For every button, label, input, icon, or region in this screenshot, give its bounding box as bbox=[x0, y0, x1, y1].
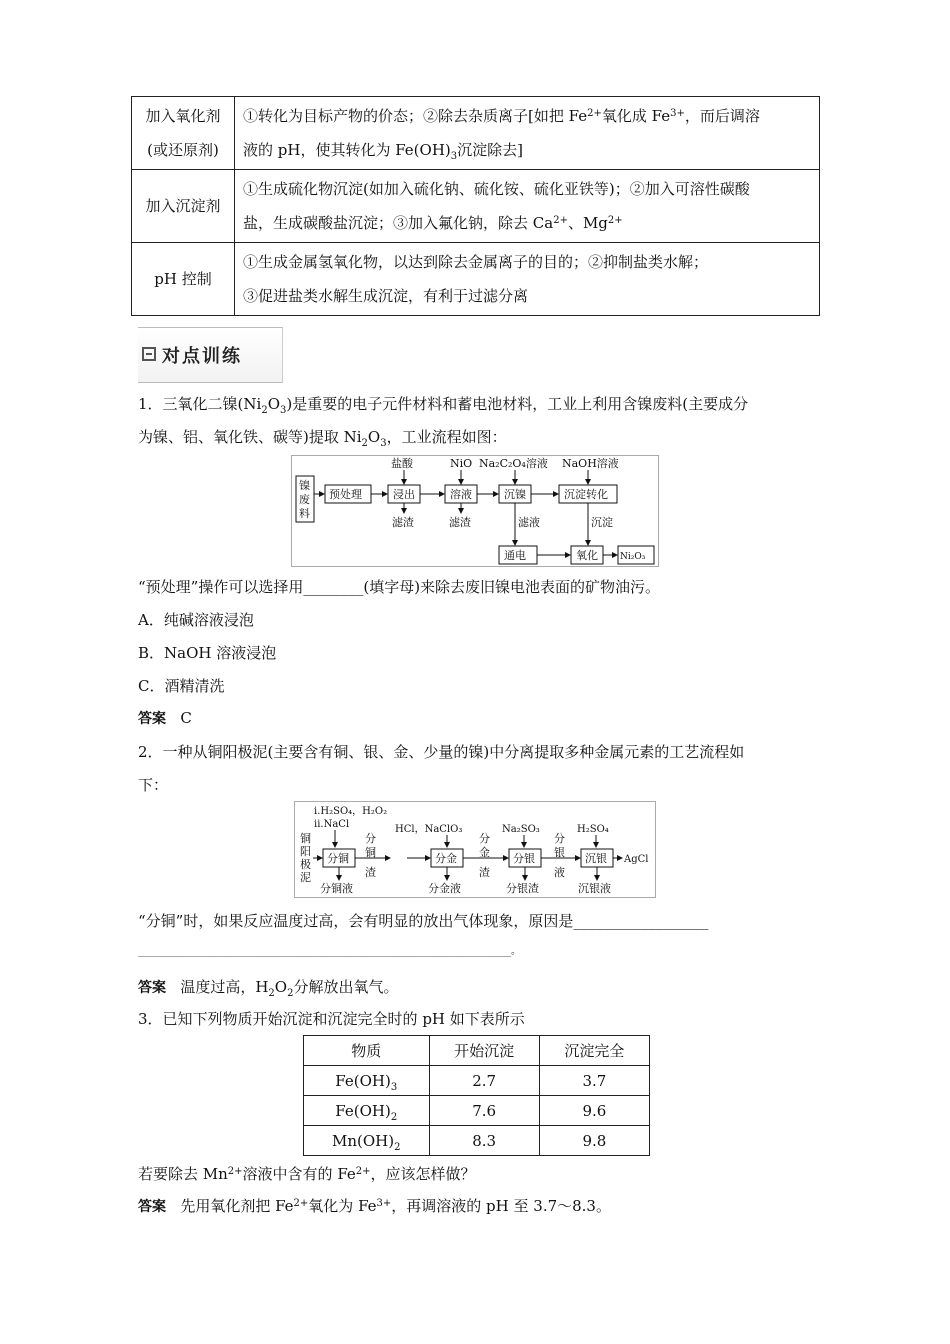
flow-mid: 液 bbox=[554, 866, 565, 879]
flow-mid: 分 bbox=[554, 832, 565, 845]
flow-input: Na₂C₂O₄溶液 bbox=[479, 457, 548, 470]
q1-option-c: C．酒精清洗 bbox=[138, 677, 225, 695]
q1-question: “预处理”操作可以选择用________(填字母)来除去废旧镍电池表面的矿物油污。 bbox=[138, 578, 661, 596]
flow-source-char: 阳 bbox=[300, 845, 311, 858]
table-row bbox=[132, 170, 820, 243]
table-row bbox=[132, 243, 820, 316]
q1-stem-line2: 为镍、铝、氧化铁、碳等)提取 $Ni_2O_3$，工业流程如图： bbox=[138, 428, 507, 449]
q2-answer-blank: __________________________________________________________________________________。 bbox=[138, 946, 521, 957]
q2-stem-line2: 下： bbox=[138, 776, 169, 794]
flow-mid: 渣 bbox=[365, 866, 376, 879]
flow-input: HCl，NaClO₃ bbox=[395, 824, 463, 835]
flow-box-pretreat: 预处理 bbox=[329, 488, 362, 501]
flow-mid: 分 bbox=[365, 832, 376, 845]
row-label: 加入沉淀剂 bbox=[132, 170, 235, 243]
flow-box-oxidize: 氧化 bbox=[576, 549, 598, 562]
flow-mid: 分 bbox=[479, 832, 490, 845]
q1-answer: 答案 C bbox=[138, 709, 192, 727]
process-methods-table bbox=[131, 96, 820, 316]
q3-question: 若要除去 $Mn^{2+}$溶液中含有的 $Fe^{2+}$，应该怎样做？ bbox=[138, 1165, 476, 1183]
table-row: $Fe(OH)_3$ 2.7 3.7 bbox=[304, 1066, 650, 1096]
flow-input: NaOH溶液 bbox=[562, 457, 619, 470]
q2-stem: 2．一种从铜阳极泥(主要含有铜、银、金、少量的镍)中分离提取多种金属元素的工艺流程如 bbox=[138, 743, 745, 761]
flow-input: H₂SO₄ bbox=[577, 824, 609, 835]
flow-output: 分铜液 bbox=[320, 882, 353, 895]
flow-reagent: i.H₂SO₄，H₂O₂ bbox=[314, 806, 388, 817]
q3-stem: 3．已知下列物质开始沉淀和沉淀完全时的 pH 如下表所示 bbox=[138, 1010, 525, 1028]
flow-source-char: 泥 bbox=[300, 871, 311, 884]
column-header: 开始沉淀 bbox=[429, 1036, 539, 1066]
table-row bbox=[132, 97, 820, 170]
row-content: ①生成硫化物沉淀(如加入硫化钠、硫化铵、硫化亚铁等)；②加入可溶性碳酸 盐，生成碳酸盐沉淀；③加入氟化钠，除去 $Ca^{2+}$、$Mg^{2+}$ bbox=[235, 170, 820, 243]
flow-output: 沉银液 bbox=[578, 882, 611, 895]
flow-source-char: 极 bbox=[300, 858, 311, 871]
q2-answer: 答案 温度过高，$H_2O_2$分解放出氧气。 bbox=[138, 978, 399, 999]
row-label: 加入氧化剂 (或还原剂) bbox=[132, 97, 235, 170]
flow-box: 分金 bbox=[435, 852, 457, 865]
flow-output: 分金液 bbox=[428, 882, 461, 895]
flow-output: 滤液 bbox=[518, 516, 540, 529]
flow-box-leach: 浸出 bbox=[393, 488, 415, 501]
q3-answer: 答案 先用氧化剂把 $Fe^{2+}$氧化为 $Fe^{3+}$，再调溶液的 pH 至 3.7～8.3。 bbox=[138, 1197, 611, 1215]
column-header: 物质 bbox=[304, 1036, 430, 1066]
q2-flowchart bbox=[294, 801, 656, 898]
section-badge bbox=[138, 327, 283, 383]
flow-box: 沉银 bbox=[585, 852, 607, 865]
flow-source-char: 料 bbox=[299, 507, 310, 520]
flow-box-nickel: 沉镍 bbox=[504, 488, 526, 501]
flow-input: Na₂SO₃ bbox=[502, 824, 540, 835]
flow-output: 滤渣 bbox=[392, 516, 414, 529]
flow-box-product: Ni₂O₃ bbox=[620, 552, 646, 562]
q1-stem: 1．三氧化二镍$(Ni_2O_3)$是重要的电子元件材料和蓄电池材料，工业上利用含镍废料(主要成分 bbox=[138, 395, 749, 416]
section-icon bbox=[142, 347, 156, 361]
flow-source-char: 镍 bbox=[299, 479, 310, 492]
flow-box-solution: 溶液 bbox=[450, 488, 472, 501]
flow-source-char: 铜 bbox=[300, 832, 311, 845]
q1-flowchart bbox=[291, 455, 659, 567]
section-title: 对点训练 bbox=[162, 346, 242, 367]
flow-reagent: ii.NaCl bbox=[314, 819, 350, 830]
table-header-row bbox=[304, 1036, 650, 1066]
flow-box-electro: 通电 bbox=[504, 549, 526, 562]
table-row: $Mn(OH)_2$ 8.3 9.8 bbox=[304, 1126, 650, 1156]
flow-mid: 渣 bbox=[479, 866, 490, 879]
flow-source-char: 废 bbox=[299, 493, 310, 506]
flow-input: NiO bbox=[450, 457, 473, 470]
flow-output: 沉淀 bbox=[591, 516, 613, 529]
q1-option-a: A．纯碱溶液浸泡 bbox=[138, 611, 254, 629]
q1-option-b: B．NaOH 溶液浸泡 bbox=[138, 644, 277, 662]
table-row: $Fe(OH)_2$ 7.6 9.6 bbox=[304, 1096, 650, 1126]
flow-box: 分铜 bbox=[327, 852, 349, 865]
flow-input: 盐酸 bbox=[391, 457, 413, 470]
row-label: pH 控制 bbox=[132, 243, 235, 316]
row-content: ①转化为目标产物的价态；②除去杂质离子[如把 $Fe^{2+}$氧化成 $Fe^{3+}$，而后调溶 液的 pH，使其转化为 $Fe(OH)_3$沉淀除去] bbox=[235, 97, 820, 170]
flow-output: 分银渣 bbox=[506, 882, 539, 895]
flow-mid: 金 bbox=[479, 846, 490, 859]
flow-mid: 铜 bbox=[365, 846, 376, 859]
flow-product: AgCl bbox=[624, 854, 649, 865]
flow-box-convert: 沉淀转化 bbox=[564, 488, 608, 501]
flow-box: 分银 bbox=[513, 852, 535, 865]
row-content: ①生成金属氢氧化物，以达到除去金属离子的目的；②抑制盐类水解； ③促进盐类水解生成沉淀，有利于过滤分离 bbox=[235, 243, 820, 316]
flow-output: 滤渣 bbox=[449, 516, 471, 529]
flow-mid: 银 bbox=[554, 846, 565, 859]
column-header: 沉淀完全 bbox=[539, 1036, 649, 1066]
q2-question: “分铜”时，如果反应温度过高，会有明显的放出气体现象，原因是__________________ bbox=[138, 912, 709, 930]
ph-table bbox=[303, 1035, 650, 1156]
